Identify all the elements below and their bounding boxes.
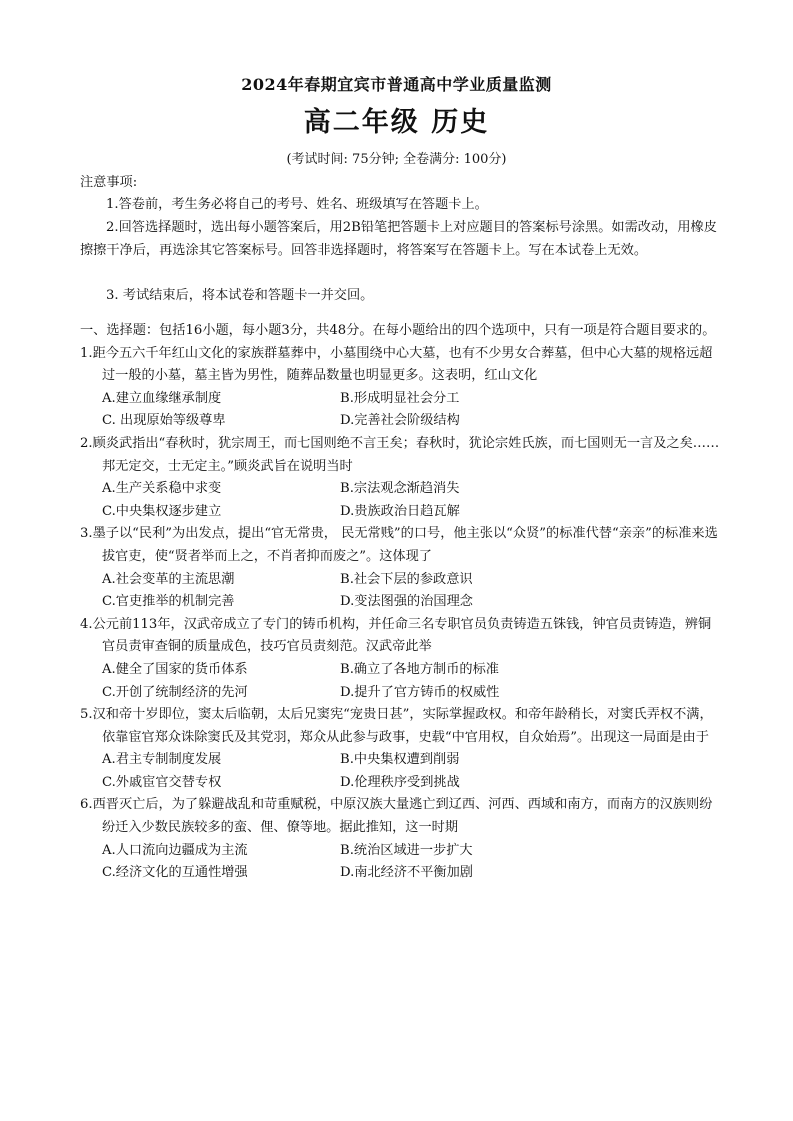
option-c: C.官吏推举的机制完善 — [102, 594, 235, 610]
options — [80, 569, 720, 614]
option-b: B.宗法观念渐趋消失 — [340, 481, 460, 497]
question-stem: 2.顾炎武指出“春秋时，犹宗周王，而七国则绝不言王矣；春秋时，犹论宗姓氏族，而七国则无一言及之矣……邦无定交，士无定主。”顾炎武旨在说明当时 — [80, 435, 720, 474]
options — [80, 840, 720, 885]
exam-subject-title: 高二年级 历史 — [303, 107, 490, 138]
options — [80, 478, 720, 523]
options — [80, 388, 720, 433]
notes-title: 注意事项: — [80, 175, 138, 190]
option-c: C.开创了统制经济的先河 — [102, 684, 248, 700]
option-a: A.建立血缘继承制度 — [102, 390, 222, 406]
option-a: A.健全了国家的货币体系 — [102, 661, 248, 677]
exam-time-score: (考试时间: 75分钟; 全卷满分: 100分) — [286, 152, 507, 167]
question-stem: 1.距今五六千年红山文化的家族群墓葬中，小墓围绕中心大墓，也有不少男女合葬墓，但中心大墓的规格远超过一般的小墓，墓主皆为男性，随葬品数量也明显更多。这表明，红山文化 — [80, 345, 713, 384]
option-c: C.经济文化的互通性增强 — [102, 865, 248, 881]
option-c: C.外戚宦官交替专权 — [102, 774, 222, 790]
question-stem: 6.西晋灭亡后，为了躲避战乱和苛重赋税，中原汉族大量逃亡到辽西、河西、西域和南方，而南方的汉族则纷纷迁入少数民族较多的蛮、俚、僚等地。据此推知，这一时期 — [80, 797, 713, 836]
question-6 — [80, 794, 720, 884]
option-c: C. 出现原始等级尊卑 — [102, 413, 226, 429]
option-a: A.人口流向边疆成为主流 — [102, 842, 248, 858]
option-b: B.确立了各地方制币的标准 — [340, 661, 499, 677]
notes-item-1: 1.答卷前，考生务必将自己的考号、姓名、班级填写在答题卡上。 — [106, 197, 488, 212]
option-b: B.统治区域进一步扩大 — [340, 842, 473, 858]
section-title: 一、选择题：包括16小题，每小题3分，共48分。在每小题给出的四个选项中，只有一项是符合题目要求的。 — [80, 323, 716, 338]
option-b: B.形成明显社会分工 — [340, 390, 460, 406]
question-stem: 5.汉和帝十岁即位，窦太后临朝，太后兄窦宪“宠贵日甚”，实际掌握政权。和帝年龄稍长，对窦氏弄权不满，依靠宦官郑众诛除窦氏及其党羽，郑众从此参与政事，史载“中官用权，自众始焉”。出现这一局面是由于 — [80, 707, 713, 745]
options — [80, 659, 720, 704]
option-b: B.中央集权遭到削弱 — [340, 752, 460, 768]
question-4 — [80, 614, 720, 704]
option-d: D.南北经济不平衡加剧 — [340, 865, 473, 881]
option-d: D.伦理秩序受到挑战 — [340, 774, 460, 790]
question-1 — [80, 343, 720, 433]
notes-item-3: 3. 考试结束后，将本试卷和答题卡一并交回。 — [106, 288, 374, 303]
option-c: C.中央集权逐步建立 — [102, 503, 222, 519]
section-multiple-choice — [80, 320, 720, 885]
question-2 — [80, 433, 720, 523]
option-a: A.生产关系稳中求变 — [102, 481, 222, 497]
question-3 — [80, 523, 720, 613]
option-d: D.提升了官方铸币的权威性 — [340, 684, 500, 700]
options — [80, 749, 720, 794]
option-d: D.贵族政治日趋瓦解 — [340, 503, 460, 519]
option-b: B.社会下层的参政意识 — [340, 571, 473, 587]
option-a: A.社会变革的主流思潮 — [102, 571, 235, 587]
question-stem: 3.墨子以“民利”为出发点，提出“官无常贵， 民无常贱”的口号，他主张以“众贤”的标准代替“亲亲”的标准来选拔官吏，使“贤者举而上之，不肖者抑而废之”。这体现了 — [80, 526, 718, 564]
exam-title-line: 2024年春期宜宾市普通高中学业质量监测 — [241, 75, 552, 94]
option-a: A.君主专制制度发展 — [102, 752, 222, 768]
question-5 — [80, 704, 720, 794]
question-stem: 4.公元前113年，汉武帝成立了专门的铸币机构，并任命三名专职官员负责铸造五铢钱，钟官员责铸造，辨铜官员责审查铜的质量成色，技巧官员责刻范。汉武帝此举 — [80, 616, 712, 655]
option-d: D.变法图强的治国理念 — [340, 594, 473, 610]
notes-item-2: 2.回答选择题时，选出每小题答案后，用2B铅笔把答题卡上对应题目的答案标号涂黑。如需改动，用橡皮擦擦干净后，再选涂其它答案标号。回答非选择题时，将答案写在答题卡上。写在本试卷上无效。 — [80, 220, 717, 258]
option-d: D.完善社会阶级结构 — [340, 413, 460, 429]
